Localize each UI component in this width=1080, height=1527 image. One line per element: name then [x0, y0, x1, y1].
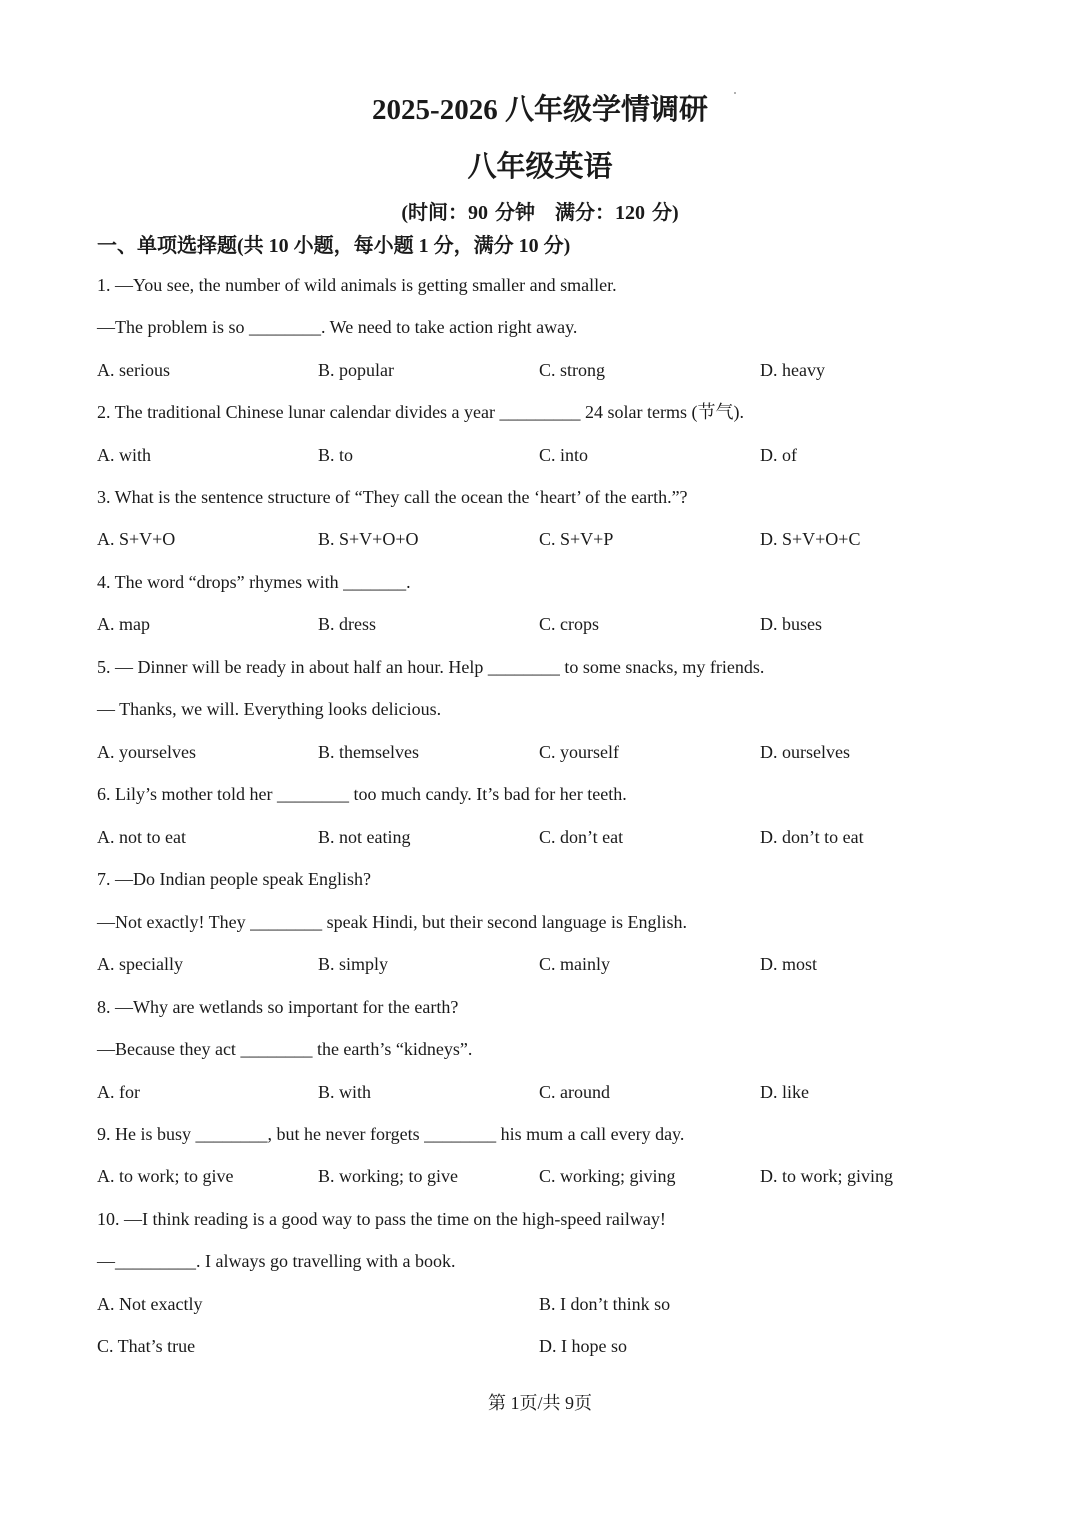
page-number: 第 1页/共 9页 — [487, 1393, 592, 1413]
q2-option-a: A. with — [97, 445, 151, 465]
question-2-stem: 2. The traditional Chinese lunar calendar divides a year _________ 24 solar terms (节气). — [97, 402, 744, 422]
q1-option-a: A. serious — [97, 360, 170, 380]
question-10-reply: —_________. I always go travelling with a book. — [97, 1251, 456, 1271]
question-5-reply: — Thanks, we will. Everything looks delicious. — [97, 699, 442, 719]
q10-option-a: A. Not exactly — [97, 1294, 203, 1314]
q8-option-d: D. like — [760, 1082, 809, 1102]
q6-option-d: D. don’t to eat — [760, 827, 864, 847]
question-1-reply: —The problem is so ________. We need to take action right away. — [97, 317, 578, 337]
section-heading: 一、单项选择题(共 10 小题，每小题 1 分，满分 10 分) — [97, 235, 571, 257]
question-8-reply: —Because they act ________ the earth’s “kidneys”. — [97, 1039, 473, 1059]
exam-title: 2025-2026 八年级学情调研 — [372, 94, 708, 126]
q8-option-a: A. for — [97, 1082, 140, 1102]
q7-option-b: B. simply — [318, 954, 389, 974]
question-7-reply: —Not exactly! They ________ speak Hindi, but their second language is English. — [97, 912, 688, 932]
question-4-stem: 4. The word “drops” rhymes with _______. — [97, 572, 411, 592]
q9-option-a: A. to work; to give — [97, 1166, 234, 1186]
q7-option-a: A. specially — [97, 954, 183, 974]
question-9-stem: 9. He is busy ________, but he never forgets ________ his mum a call every day. — [97, 1124, 685, 1144]
q4-option-c: C. crops — [539, 614, 599, 634]
q9-option-c: C. working; giving — [539, 1166, 676, 1186]
q3-option-c: C. S+V+P — [539, 529, 614, 549]
question-5-stem: 5. — Dinner will be ready in about half an hour. Help ________ to some snacks, my friends. — [97, 657, 765, 677]
q6-option-c: C. don’t eat — [539, 827, 624, 847]
q3-option-d: D. S+V+O+C — [760, 529, 861, 549]
q2-option-d: D. of — [760, 445, 797, 465]
q1-option-d: D. heavy — [760, 360, 825, 380]
q9-option-d: D. to work; giving — [760, 1166, 893, 1186]
q8-option-c: C. around — [539, 1082, 610, 1102]
q4-option-a: A. map — [97, 614, 150, 634]
q2-option-c: C. into — [539, 445, 589, 465]
q4-option-b: B. dress — [318, 614, 376, 634]
q5-option-a: A. yourselves — [97, 742, 196, 762]
q8-option-b: B. with — [318, 1082, 372, 1102]
question-10-stem: 10. —I think reading is a good way to pass the time on the high-speed railway! — [97, 1209, 666, 1229]
q5-option-b: B. themselves — [318, 742, 419, 762]
q5-option-d: D. ourselves — [760, 742, 850, 762]
question-3-stem: 3. What is the sentence structure of “They call the ocean the ‘heart’ of the earth.”? — [97, 487, 688, 507]
q6-option-a: A. not to eat — [97, 827, 186, 847]
q2-option-b: B. to — [318, 445, 354, 465]
exam-time-info: (时间：90 分钟 满分：120 分) — [401, 202, 679, 224]
q4-option-d: D. buses — [760, 614, 822, 634]
q7-option-c: C. mainly — [539, 954, 610, 974]
question-7-stem: 7. —Do Indian people speak English? — [97, 869, 371, 889]
question-8-stem: 8. —Why are wetlands so important for the earth? — [97, 997, 459, 1017]
q1-option-b: B. popular — [318, 360, 394, 380]
q10-option-b: B. I don’t think so — [539, 1294, 671, 1314]
q5-option-c: C. yourself — [539, 742, 619, 762]
q3-option-b: B. S+V+O+O — [318, 529, 419, 549]
q6-option-b: B. not eating — [318, 827, 411, 847]
question-1-stem: 1. —You see, the number of wild animals is getting smaller and smaller. — [97, 275, 617, 295]
q9-option-b: B. working; to give — [318, 1166, 458, 1186]
q7-option-d: D. most — [760, 954, 818, 974]
q10-option-c: C. That’s true — [97, 1336, 196, 1356]
question-6-stem: 6. Lily’s mother told her ________ too much candy. It’s bad for her teeth. — [97, 784, 627, 804]
exam-subject: 八年级英语 — [467, 151, 613, 183]
q10-option-d: D. I hope so — [539, 1336, 627, 1356]
q1-option-c: C. strong — [539, 360, 606, 380]
q3-option-a: A. S+V+O — [97, 529, 176, 549]
